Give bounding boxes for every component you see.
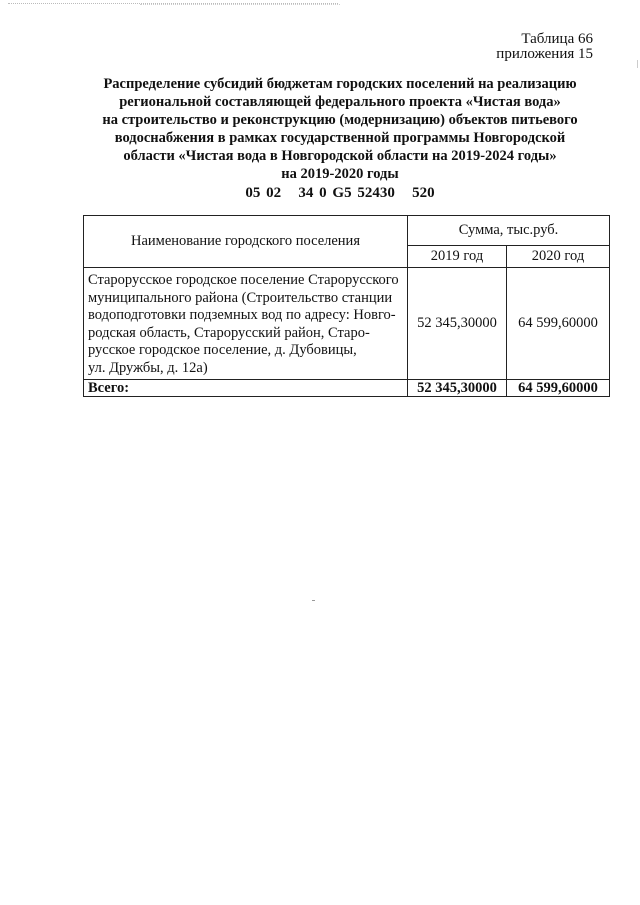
sum-header: Сумма, тыс.руб.	[408, 216, 610, 246]
table-row	[84, 268, 610, 380]
table-number: Таблица 66	[521, 31, 593, 47]
name-line: водоподготовки подземных вод по адресу: Новго-	[88, 307, 396, 323]
table-reference	[496, 32, 593, 62]
amount-2019-cell: 52 345,30000	[408, 268, 507, 380]
budget-code: 05 02 34 0 G5 52430 520	[245, 185, 435, 201]
total-2019: 52 345,30000	[408, 380, 507, 397]
name-line: Старорусское городское поселение Старорусского	[88, 272, 399, 288]
subsidy-table	[83, 215, 610, 397]
document-title	[80, 75, 600, 183]
total-row	[84, 380, 610, 397]
settlement-name-header: Наименование городского поселения	[84, 216, 408, 268]
year-2020-header: 2020 год	[507, 246, 610, 268]
total-label: Всего:	[84, 380, 408, 397]
name-line: ул. Дружбы, д. 12а)	[88, 359, 208, 376]
title-line: водоснабжения в рамках государственной программы Новгородской	[114, 130, 566, 146]
title-line: на строительство и реконструкцию (модернизацию) объектов питьевого	[102, 112, 578, 128]
amount-2020-cell: 64 599,60000	[507, 268, 610, 380]
title-line: региональной составляющей федерального проекта «Чистая вода»	[119, 94, 561, 110]
appendix-number: приложения 15	[496, 46, 593, 62]
name-line: родская область, Старорусский район, Старо-	[88, 324, 370, 341]
scan-artifact-top-2	[140, 4, 340, 6]
title-line: на 2019-2020 годы	[281, 166, 399, 182]
table-header-row	[84, 216, 610, 246]
total-2020: 64 599,60000	[507, 380, 610, 397]
year-2019-header: 2019 год	[408, 246, 507, 268]
scan-artifact-edge	[637, 60, 638, 68]
title-line: области «Чистая вода в Новгородской области на 2019-2024 годы»	[123, 148, 557, 164]
title-line: Распределение субсидий бюджетам городских поселений на реализацию	[103, 76, 577, 92]
settlement-name-cell	[84, 268, 408, 380]
name-line: муниципального района (Строительство станции	[88, 289, 393, 306]
name-line: русское городское поселение, д. Дубовицы,	[88, 342, 357, 358]
scan-artifact-dot	[312, 600, 315, 601]
